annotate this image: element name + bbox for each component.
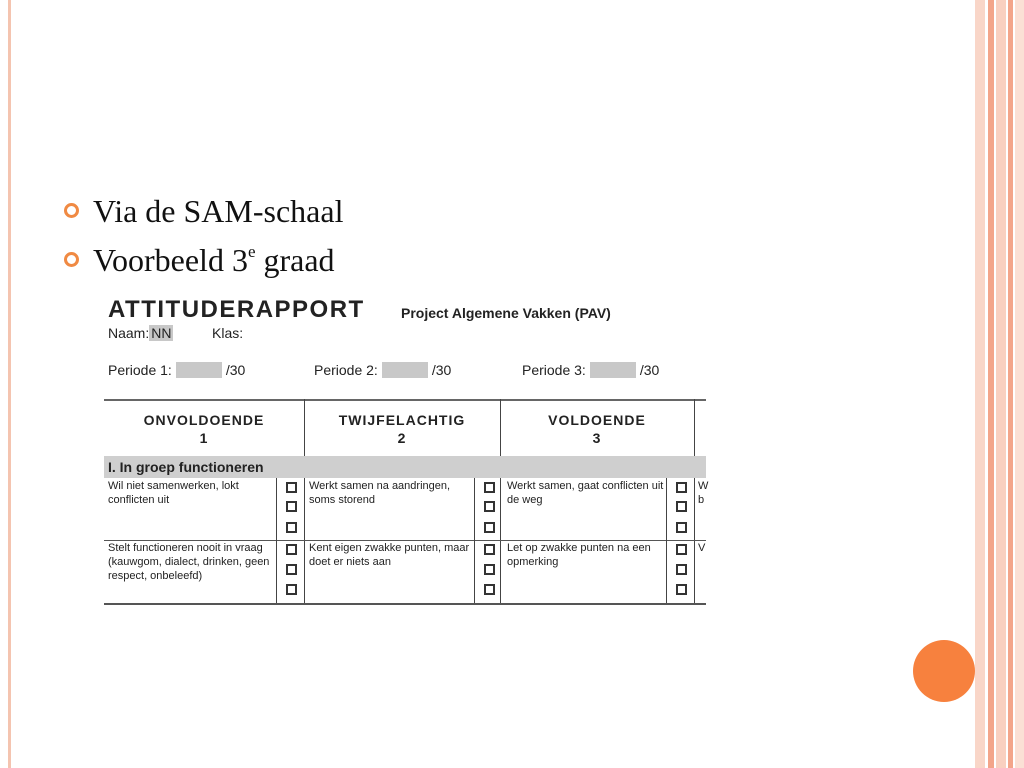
column-headers — [104, 399, 706, 457]
rating-checkbox[interactable] — [676, 564, 687, 575]
rating-checkbox[interactable] — [676, 501, 687, 512]
table-cell: Werkt samen na aandringen, soms storend — [309, 480, 451, 506]
rating-checkbox[interactable] — [286, 522, 297, 533]
rating-checkbox[interactable] — [676, 544, 687, 555]
naam-field: Naam: NN — [108, 325, 172, 341]
rating-checkbox[interactable] — [484, 544, 495, 555]
bullet-text: Via de SAM-schaal — [93, 192, 344, 229]
periode-3: Periode 3: /30 — [522, 362, 660, 378]
right-decor-band — [1015, 0, 1024, 768]
rating-checkbox[interactable] — [484, 564, 495, 575]
rating-checkbox[interactable] — [484, 522, 495, 533]
naam-value: NN — [151, 325, 172, 341]
rating-checkbox[interactable] — [484, 501, 495, 512]
rating-checkbox[interactable] — [484, 482, 495, 493]
rating-checkbox[interactable] — [286, 564, 297, 575]
bullet-text: Voorbeeld 3e graad — [93, 242, 335, 278]
table-cell: Werkt samen, gaat conflicten uit de weg — [507, 480, 664, 506]
table-cell: W b — [698, 480, 709, 506]
rating-checkbox[interactable] — [286, 501, 297, 512]
column-header-2: TWIJFELACHTIG 2 — [338, 412, 466, 446]
rating-checkbox[interactable] — [676, 482, 687, 493]
table-cell: Wil niet samenwerken, lokt conflicten uit — [108, 480, 239, 506]
bullet-list — [64, 186, 343, 284]
bullet-ring-icon — [64, 252, 79, 267]
column-header-1: ONVOLDOENDE 1 — [143, 412, 265, 446]
klas-label: Klas: — [212, 325, 244, 341]
bullet-item — [64, 186, 343, 235]
column-header-3: VOLDOENDE 3 — [548, 412, 646, 446]
left-decor-stripe — [8, 0, 11, 768]
right-decor-band — [975, 0, 985, 768]
right-decor-band — [988, 0, 994, 768]
table-cell: Let op zwakke punten na een opmerking — [507, 542, 651, 568]
report-subtitle: Project Algemene Vakken (PAV) — [401, 305, 611, 321]
decor-circle — [913, 640, 975, 702]
rating-checkbox[interactable] — [484, 584, 495, 595]
right-decor-band — [996, 0, 1006, 768]
table-cell: Stelt functioneren nooit in vraag (kauwgom, dialect, drinken, geen respect, onbeleefd) — [108, 542, 270, 582]
periode-1: Periode 1: /30 — [108, 362, 246, 378]
section-header: I. In groep functioneren — [104, 456, 706, 478]
periode-2: Periode 2: /30 — [314, 362, 452, 378]
attitude-report-image — [104, 294, 709, 610]
right-decor-band — [1008, 0, 1013, 768]
rating-checkbox[interactable] — [676, 522, 687, 533]
table-cell: V — [698, 542, 706, 554]
bullet-item — [64, 235, 343, 284]
rating-checkbox[interactable] — [676, 584, 687, 595]
rating-checkbox[interactable] — [286, 482, 297, 493]
rating-checkbox[interactable] — [286, 544, 297, 555]
report-title: ATTITUDERAPPORT — [108, 296, 365, 323]
table-cell: Kent eigen zwakke punten, maar doet er niets aan — [309, 542, 470, 568]
rating-checkbox[interactable] — [286, 584, 297, 595]
bullet-ring-icon — [64, 203, 79, 218]
